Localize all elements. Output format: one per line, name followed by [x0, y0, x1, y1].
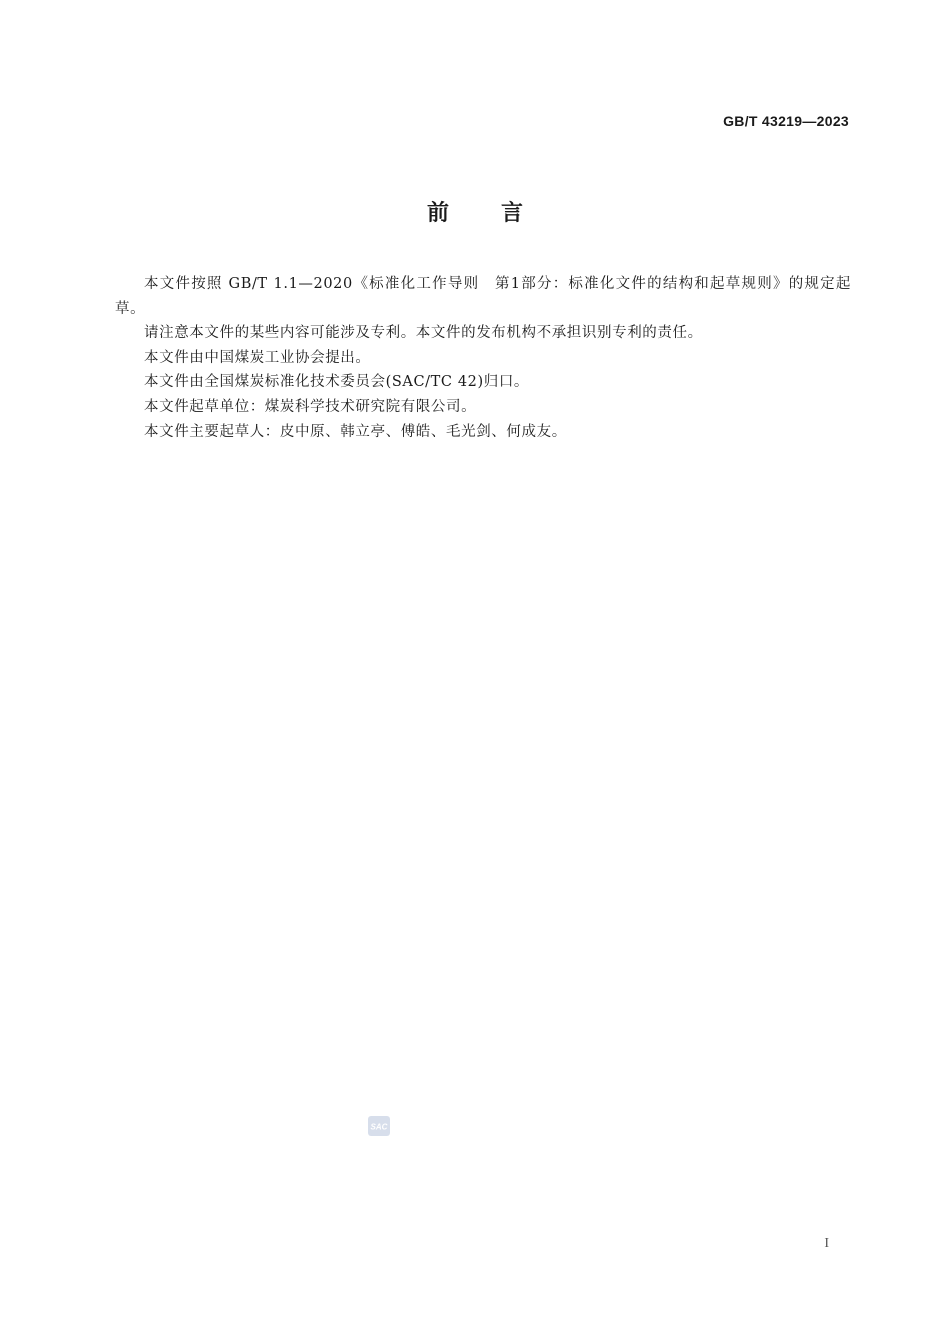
paragraph-proposer: 本文件由中国煤炭工业协会提出。 [144, 349, 371, 366]
paragraph-drafters: 本文件主要起草人：皮中原、韩立亭、傅皓、毛光剑、何成友。 [144, 423, 567, 440]
paragraph-drafting-rules: 本文件按照 GB/T 1.1—2020《标准化工作导则 第1部分：标准化文件的结构和起草规则》的规定起草。 [115, 276, 851, 317]
sac-watermark-text: SAC [370, 1122, 388, 1132]
paragraph-drafting-unit: 本文件起草单位：煤炭科学技术研究院有限公司。 [144, 398, 477, 415]
paragraph-patent-notice: 请注意本文件的某些内容可能涉及专利。本文件的发布机构不承担识别专利的责任。 [144, 325, 703, 342]
paragraph-committee: 本文件由全国煤炭标准化技术委员会(SAC/TC 42)归口。 [144, 374, 530, 391]
page-title [0, 196, 950, 227]
standard-number: GB/T 43219—2023 [723, 113, 849, 129]
title-char-1: 前 [426, 201, 449, 226]
sac-watermark-logo [367, 1114, 391, 1138]
page-number: I [824, 1236, 829, 1251]
title-char-2: 言 [501, 201, 524, 226]
foreword-body [115, 272, 851, 444]
